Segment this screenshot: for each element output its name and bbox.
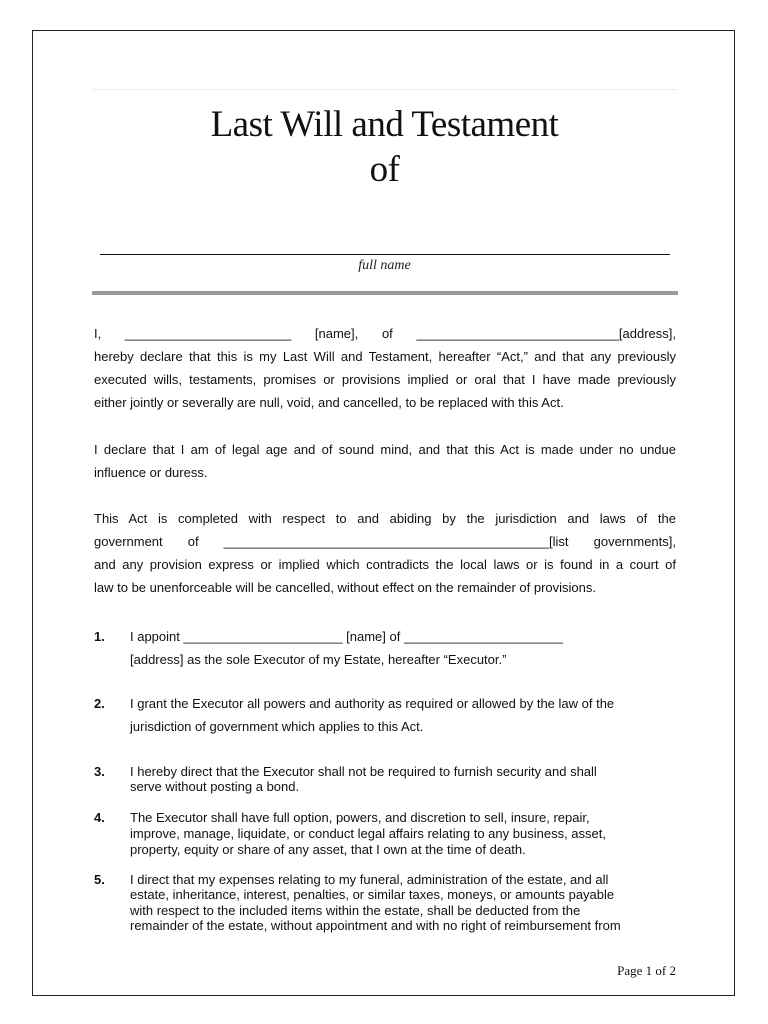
paragraph-line: government of _____________________________________________[list governments], [94, 534, 676, 549]
full-name-blank-line[interactable] [100, 254, 670, 255]
paragraph-line: hereby declare that this is my Last Will and Testament, hereafter “Act,” and that any previously [94, 349, 676, 364]
clause-line: [address] as the sole Executor of my Estate, hereafter “Executor.” [130, 652, 507, 667]
clause-line: with respect to the included items within the estate, shall be deducted from the [130, 902, 581, 918]
paragraph-line: executed wills, testaments, promises or provisions implied or oral that I have made previously [94, 372, 676, 387]
clause-body [130, 810, 676, 858]
document-title: Last Will and Testament [210, 104, 559, 145]
clause-line: estate, inheritance, interest, penalties, or similar taxes, moneys, or amounts payable [130, 887, 615, 903]
paragraph-line: influence or duress. [94, 465, 208, 480]
clause-line: jurisdiction of government which applies to this Act. [130, 719, 424, 734]
paragraph-line: This Act is completed with respect to and abiding by the jurisdiction and laws of the [94, 511, 676, 526]
clause-number: 4. [94, 810, 105, 825]
paragraph-line: I declare that I am of legal age and of sound mind, and that this Act is made under no undue [94, 442, 676, 457]
clause-line: property, equity or share of any asset, that I own at the time of death. [130, 842, 526, 857]
page-number: Page 1 of 2 [617, 963, 676, 978]
clause-number: 1. [94, 629, 105, 644]
clause-line: I grant the Executor all powers and authority as required or allowed by the law of the [130, 696, 615, 711]
document-title-of: of [369, 149, 400, 190]
clause-line: improve, manage, liquidate, or conduct legal affairs relating to any business, asset, [130, 826, 606, 841]
paragraph-line: law to be unenforceable will be cancelled, without effect on the remainder of provisions. [94, 580, 596, 595]
header-divider [92, 89, 677, 90]
clause-line: remainder of the estate, without appointment and with no right of reimbursement from [130, 917, 621, 933]
clause-line: The Executor shall have full option, powers, and discretion to sell, insure, repair, [130, 810, 590, 825]
sound-mind-paragraph [94, 438, 676, 484]
clause-body [130, 625, 676, 671]
clause-number: 2. [94, 696, 105, 711]
paragraph-line: I, _______________________ [name], of ____________________________[address], [94, 326, 676, 341]
section-divider [92, 291, 678, 295]
paragraph-line: and any provision express or implied which contradicts the local laws or is found in a court of [94, 557, 676, 572]
jurisdiction-paragraph [94, 507, 676, 599]
paragraph-line: either jointly or severally are null, void, and cancelled, to be replaced with this Act. [94, 395, 564, 410]
full-name-caption: full name [358, 258, 411, 273]
clause-line: I appoint ______________________ [name] of ______________________ [130, 629, 564, 644]
declaration-paragraph [94, 322, 676, 414]
clause-number: 3. [94, 764, 105, 779]
clause-body [130, 872, 676, 933]
clause-line: I direct that my expenses relating to my funeral, administration of the estate, and all [130, 872, 609, 887]
clause-line: I hereby direct that the Executor shall not be required to furnish security and shall [130, 764, 597, 779]
clause-body [130, 764, 676, 794]
clause-number: 5. [94, 872, 105, 887]
clause-line: serve without posting a bond. [130, 779, 300, 794]
clause-body [130, 692, 676, 738]
